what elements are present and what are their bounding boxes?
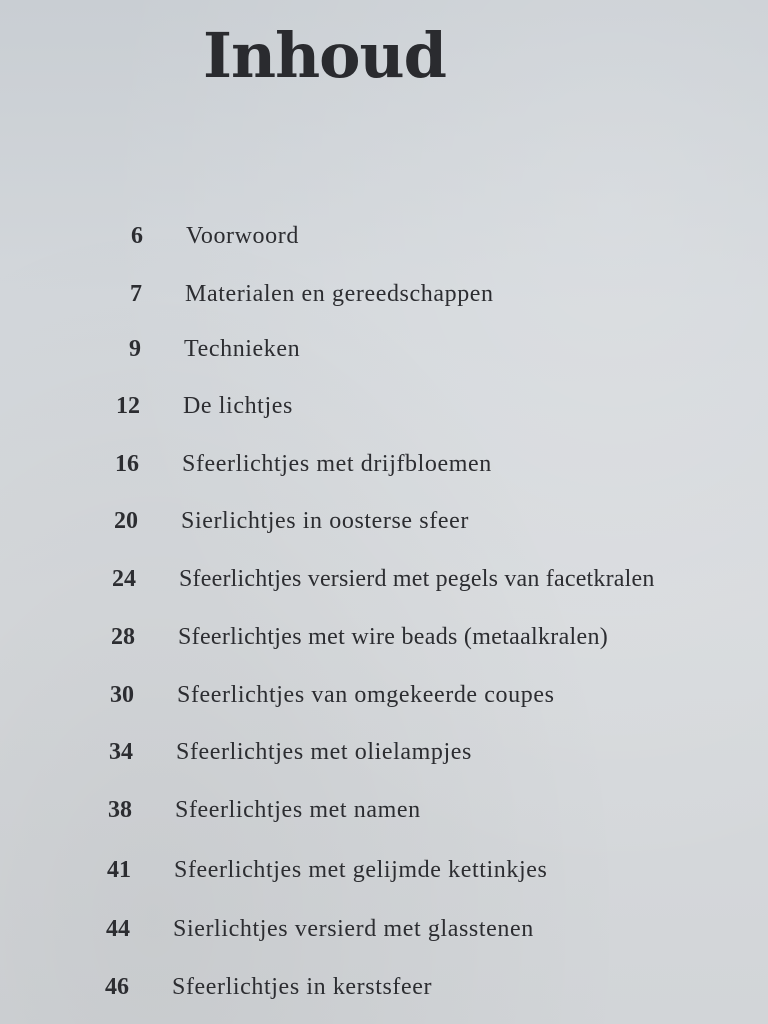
toc-page-number: 12 (116, 393, 140, 419)
toc-page-number: 46 (105, 974, 129, 1000)
toc-page-number: 6 (131, 223, 143, 249)
toc-chapter-title: Sfeerlichtjes met gelijmde kettinkjes (174, 857, 548, 883)
toc-page-number: 20 (114, 508, 138, 534)
toc-chapter-title: Technieken (184, 336, 301, 362)
toc-page-number: 24 (112, 566, 136, 592)
toc-chapter-title: De lichtjes (183, 393, 293, 419)
toc-chapter-title: Sfeerlichtjes versierd met pegels van facetkralen (179, 566, 655, 592)
page-title: Inhoud (203, 19, 446, 92)
toc-page-number: 44 (106, 916, 130, 942)
toc-chapter-title: Sfeerlichtjes met wire beads (metaalkralen) (178, 624, 609, 650)
toc-chapter-title: Materialen en gereedschappen (185, 281, 494, 307)
toc-page-number: 7 (130, 281, 142, 307)
toc-chapter-title: Sfeerlichtjes met drijfbloemen (182, 451, 492, 477)
toc-page-number: 9 (129, 336, 141, 362)
toc-chapter-title: Sfeerlichtjes in kerstsfeer (172, 974, 433, 1000)
toc-page-number: 28 (111, 624, 135, 650)
toc-chapter-title: Sfeerlichtjes met namen (175, 797, 421, 823)
toc-chapter-title: Sierlichtjes versierd met glasstenen (173, 916, 534, 942)
toc-page-number: 30 (110, 682, 134, 708)
toc-page-number: 34 (109, 739, 133, 765)
toc-chapter-title: Sfeerlichtjes van omgekeerde coupes (177, 682, 555, 708)
toc-chapter-title: Sfeerlichtjes met olielampjes (176, 739, 472, 765)
toc-page-number: 16 (115, 451, 139, 477)
toc-page-number: 41 (107, 857, 131, 883)
toc-chapter-title: Voorwoord (186, 223, 299, 249)
toc-chapter-title: Sierlichtjes in oosterse sfeer (181, 508, 469, 534)
toc-page-number: 38 (108, 797, 132, 823)
